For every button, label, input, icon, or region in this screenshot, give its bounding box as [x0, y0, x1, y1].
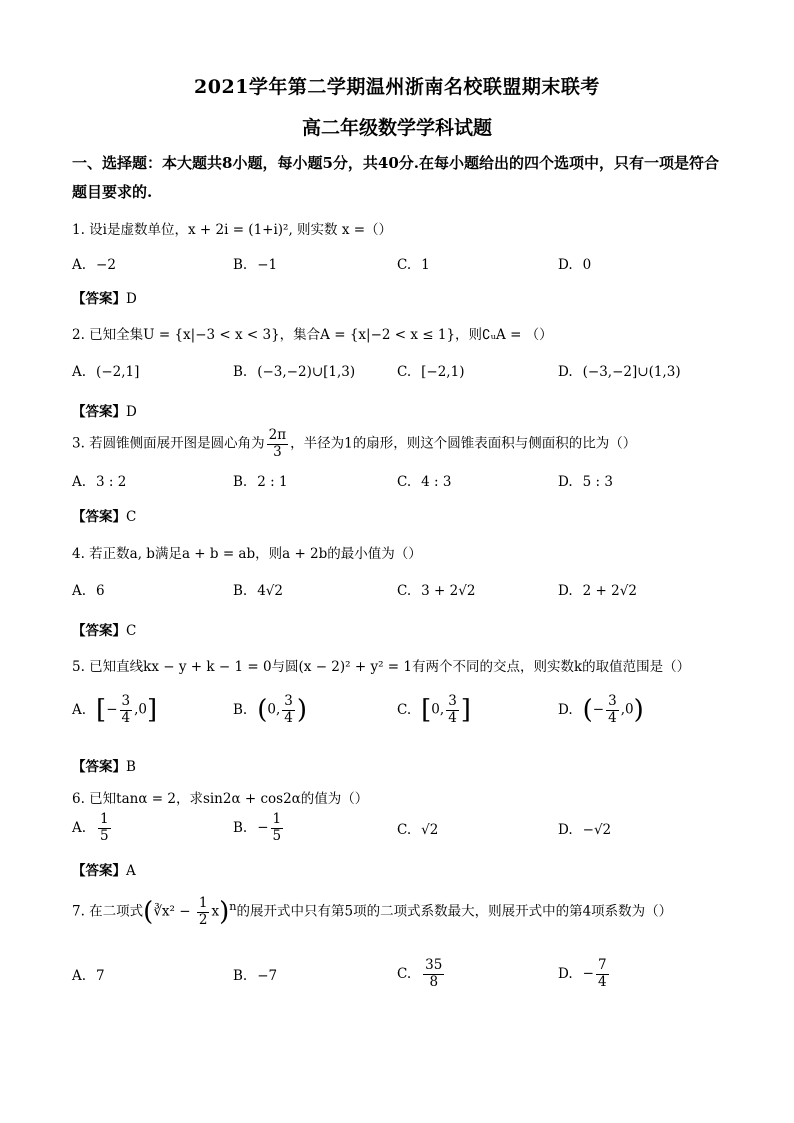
question-2-option-d: D. (−3,−2]∪(1,3): [558, 364, 681, 380]
question-2-option-a: A. (−2,1]: [72, 364, 140, 380]
question-3-option-d: D. 5 : 3: [558, 474, 613, 490]
fraction: $\frac{35}{8}$: [425, 957, 443, 990]
fraction: $\frac{3}{4}$: [608, 693, 617, 726]
question-6-option-d: D. −√2: [558, 822, 612, 838]
question-3-option-b: B. 2 : 1: [233, 474, 288, 490]
question-5-answer: 【答案】B: [72, 759, 136, 775]
fraction: $\frac{3}{4}$: [284, 693, 293, 726]
question-1-stem: 1. 设i是虚数单位，x + 2i = (1+i)², 则实数 x =（）: [72, 222, 393, 238]
exam-title: 2021学年第二学期温州浙南名校联盟期末联考: [194, 76, 600, 98]
question-2-option-b: B. (−3,−2)∪[1,3): [233, 364, 356, 380]
fraction: $\frac{3}{4}$: [448, 693, 457, 726]
question-5-option-c: C. [0, $\frac{3}{4}$ ]: [397, 693, 471, 726]
question-7-option-c: C. $\frac{35}{8}$: [397, 957, 443, 990]
question-6-option-b: B. − $\frac{1}{5}$: [233, 811, 282, 844]
section-heading: 一、选择题：本大题共8小题，每小题5分，共40分.在每小题给出的四个选项中，只有一项是符合题目要求的.: [72, 154, 719, 201]
question-7-option-d: D. − $\frac{7}{4}$: [558, 957, 607, 990]
question-4-option-b: B. 4√2: [233, 583, 283, 599]
question-2-stem: 2. 已知全集U = {x|−3 < x < 3}，集合A = {x|−2 < x ≤ 1}，则∁ᵤA = （）: [72, 327, 553, 343]
fraction: $\frac{3}{4}$: [121, 693, 131, 726]
question-6-answer: 【答案】A: [72, 863, 136, 879]
question-4-option-c: C. 3 + 2√2: [397, 583, 476, 599]
question-4-option-d: D. 2 + 2√2: [558, 583, 637, 599]
question-4-option-a: A. 6: [72, 583, 105, 599]
question-2-option-c: C. [−2,1): [397, 364, 465, 380]
question-3-answer: 【答案】C: [72, 509, 137, 525]
question-5-option-d: D. (− $\frac{3}{4}$ ,0): [558, 693, 644, 726]
question-7-stem: 7. 在二项式(∛x² − $\frac{1}{2}$ x)$^n$的展开式中只有第5项的二项式系数最大，则展开式中的第4项系数为（）: [72, 895, 673, 928]
exam-subtitle: 高二年级数学学科试题: [301, 117, 492, 139]
question-6-option-a: A. $\frac{1}{5}$: [72, 811, 109, 844]
fraction: $\frac{1}{2}$: [198, 895, 208, 928]
question-5-stem: 5. 已知直线kx − y + k − 1 = 0与圆(x − 2)² + y² = 1有两个不同的交点，则实数k的取值范围是（）: [72, 659, 691, 675]
question-1-option-c: C. 1: [397, 257, 430, 273]
question-1-option-d: D. 0: [558, 257, 592, 273]
question-6-stem: 6. 已知tanα = 2，求sin2α + cos2α的值为（）: [72, 791, 369, 807]
question-6-option-c: C. √2: [397, 822, 439, 838]
question-1-option-b: B. −1: [233, 257, 278, 273]
question-3-option-a: A. 3 : 2: [72, 474, 127, 490]
question-1-option-a: A. −2: [72, 257, 116, 273]
question-2-answer: 【答案】D: [72, 404, 137, 420]
fraction: $\frac{1}{5}$: [100, 811, 109, 844]
question-3-option-c: C. 4 : 3: [397, 474, 452, 490]
fraction: $\frac{2\pi}{3}$: [268, 427, 287, 460]
question-1-answer: 【答案】D: [72, 291, 137, 307]
fraction: $\frac{7}{4}$: [597, 957, 607, 990]
fraction: $\frac{1}{5}$: [272, 811, 282, 844]
question-7-option-b: B. −7: [233, 968, 278, 984]
question-4-answer: 【答案】C: [72, 623, 137, 639]
question-7-option-a: A. 7: [72, 968, 105, 984]
question-3-stem: 3. 若圆锥侧面展开图是圆心角为 $\frac{2\pi}{3}$ ，半径为1的扇形，则这个圆锥表面积与侧面积的比为（）: [72, 427, 637, 460]
question-5-option-b: B. (0, $\frac{3}{4}$ ): [233, 693, 308, 726]
question-4-stem: 4. 若正数a, b满足a + b = ab，则a + 2b的最小值为（）: [72, 546, 422, 562]
question-5-option-a: A. [− $\frac{3}{4}$ ,0]: [72, 693, 158, 726]
